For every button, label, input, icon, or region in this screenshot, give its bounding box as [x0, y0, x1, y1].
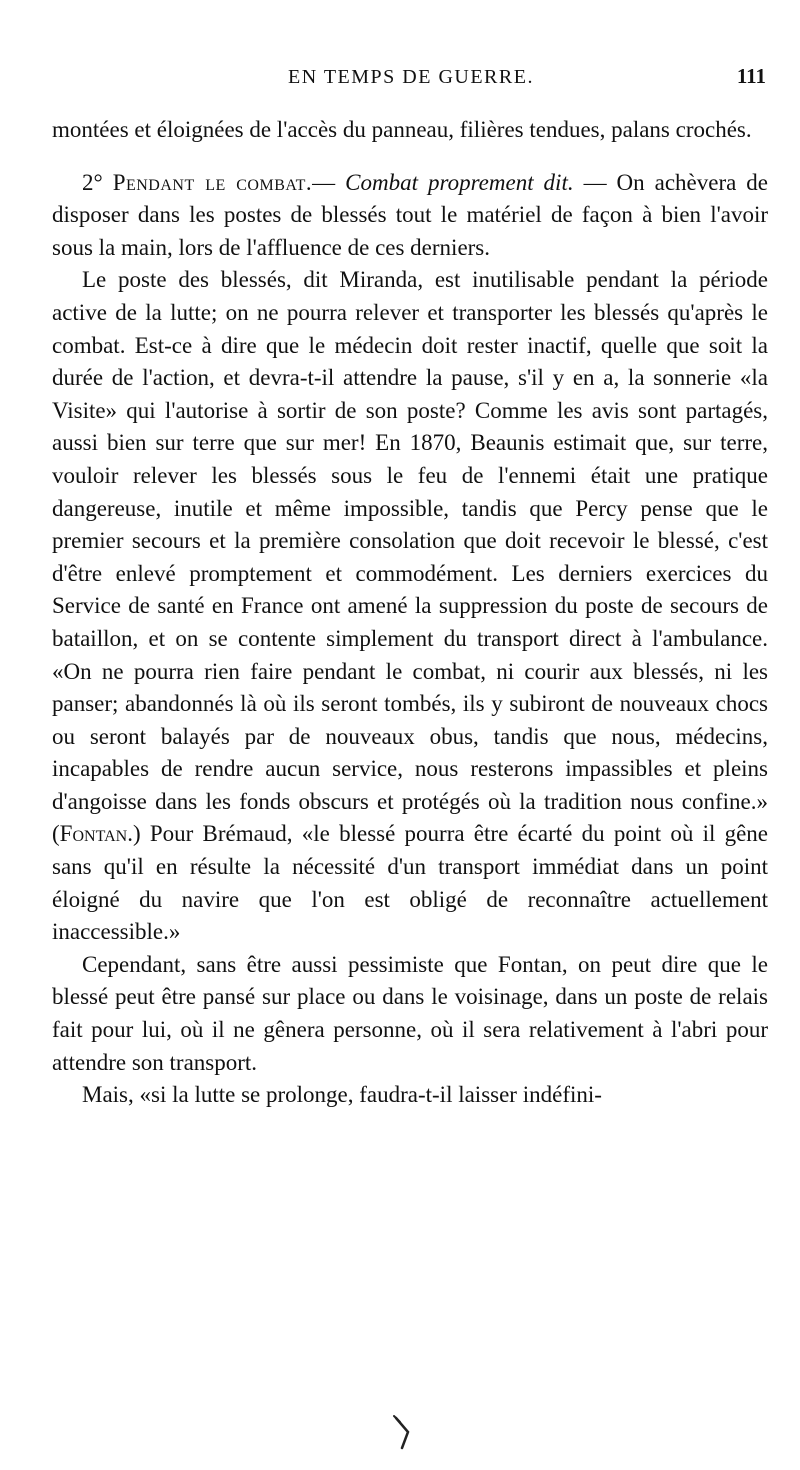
section-text: — On achèvera de disposer dans les postes de blessés tout le matériel de façon à bien l'avoir sous la main, lors de l'affluence de ces derniers.	[52, 169, 769, 260]
running-title: EN TEMPS DE GUERRE.	[288, 66, 534, 88]
page-header	[52, 66, 770, 96]
paragraph-mais: Mais, «si la lutte se prolonge, faudra-t-il laisser indéfini-	[82, 1082, 602, 1108]
cited-author: Fontan	[59, 821, 128, 847]
paragraph-continuation: montées et éloignées de l'accès du panneau, filières tendues, palans crochés.	[52, 117, 752, 142]
paragraph-section-2	[52, 167, 768, 265]
section-number: 2°	[82, 169, 103, 195]
paragraph-text-part-1: Le poste des blessés, dit Miranda, est inutilisable pendant la période active de la lutte; on ne pourra relever et transporter les blessés qu'après le combat. Est-ce à dire que le médecin doit rester inactif, quelle que soit la durée de l'action, et devra-t-il attendre la pause, s'il y en a, la sonnerie «la Visite» qui l'autorise à sortir de son poste? Comme les avis sont partagés, aussi bien sur terre que sur mer! En 1870, Beaunis estimait que, sur terre, vouloir relever les blessés sous le feu de l'ennemi était une pratique dangereuse, inutile et même impossible, tandis que Percy pense que le premier secours et la première consolation que doit recevoir le blessé, c'est d'être enlevé promptement et commodément. Les derniers exercices du Service de santé en France ont amené la suppression du poste de secours de bataillon, et on se contente simplement du transport direct à l'ambulance. «On ne pourra rien faire pendant le combat, ni courir aux blessés, ni les panser; abandonnés là où ils seront tombés, ils y subiront de nouveaux chocs ou seront balayés par de nouveaux obus, tandis que nous, médecins, incapables de rendre aucun service, nous resterons impassibles et pleins d'angoisse dans les fonds obscurs et protégés où la tradition nous confine.» (	[52, 267, 768, 847]
paragraph-cependant: Cependant, sans être aussi pessimiste que Fontan, on peut dire que le blessé peut être pansé sur place ou dans le voisinage, dans un poste de relais fait pour lui, où il ne gênera personne, où il sera relativement à l'abri pour attendre son transport.	[52, 951, 768, 1075]
body-text	[52, 114, 768, 1112]
paragraph-text-part-2: .) Pour Brémaud, «le blessé pourra être écarté du point où il gêne sans qu'il en résulte la nécessité d'un transport immédiat dans un point éloigné du navire que l'on est obligé de reconnaître actuellement inaccessible.»	[52, 821, 768, 945]
section-dash: —	[312, 169, 336, 195]
section-label: Pendant le combat.	[112, 169, 313, 195]
printer-mark-icon	[392, 1412, 426, 1452]
section-subtitle: Combat proprement dit.	[345, 169, 574, 195]
section-gap	[52, 147, 768, 167]
paragraph-miranda	[52, 264, 768, 948]
page-number: 111	[736, 64, 766, 88]
